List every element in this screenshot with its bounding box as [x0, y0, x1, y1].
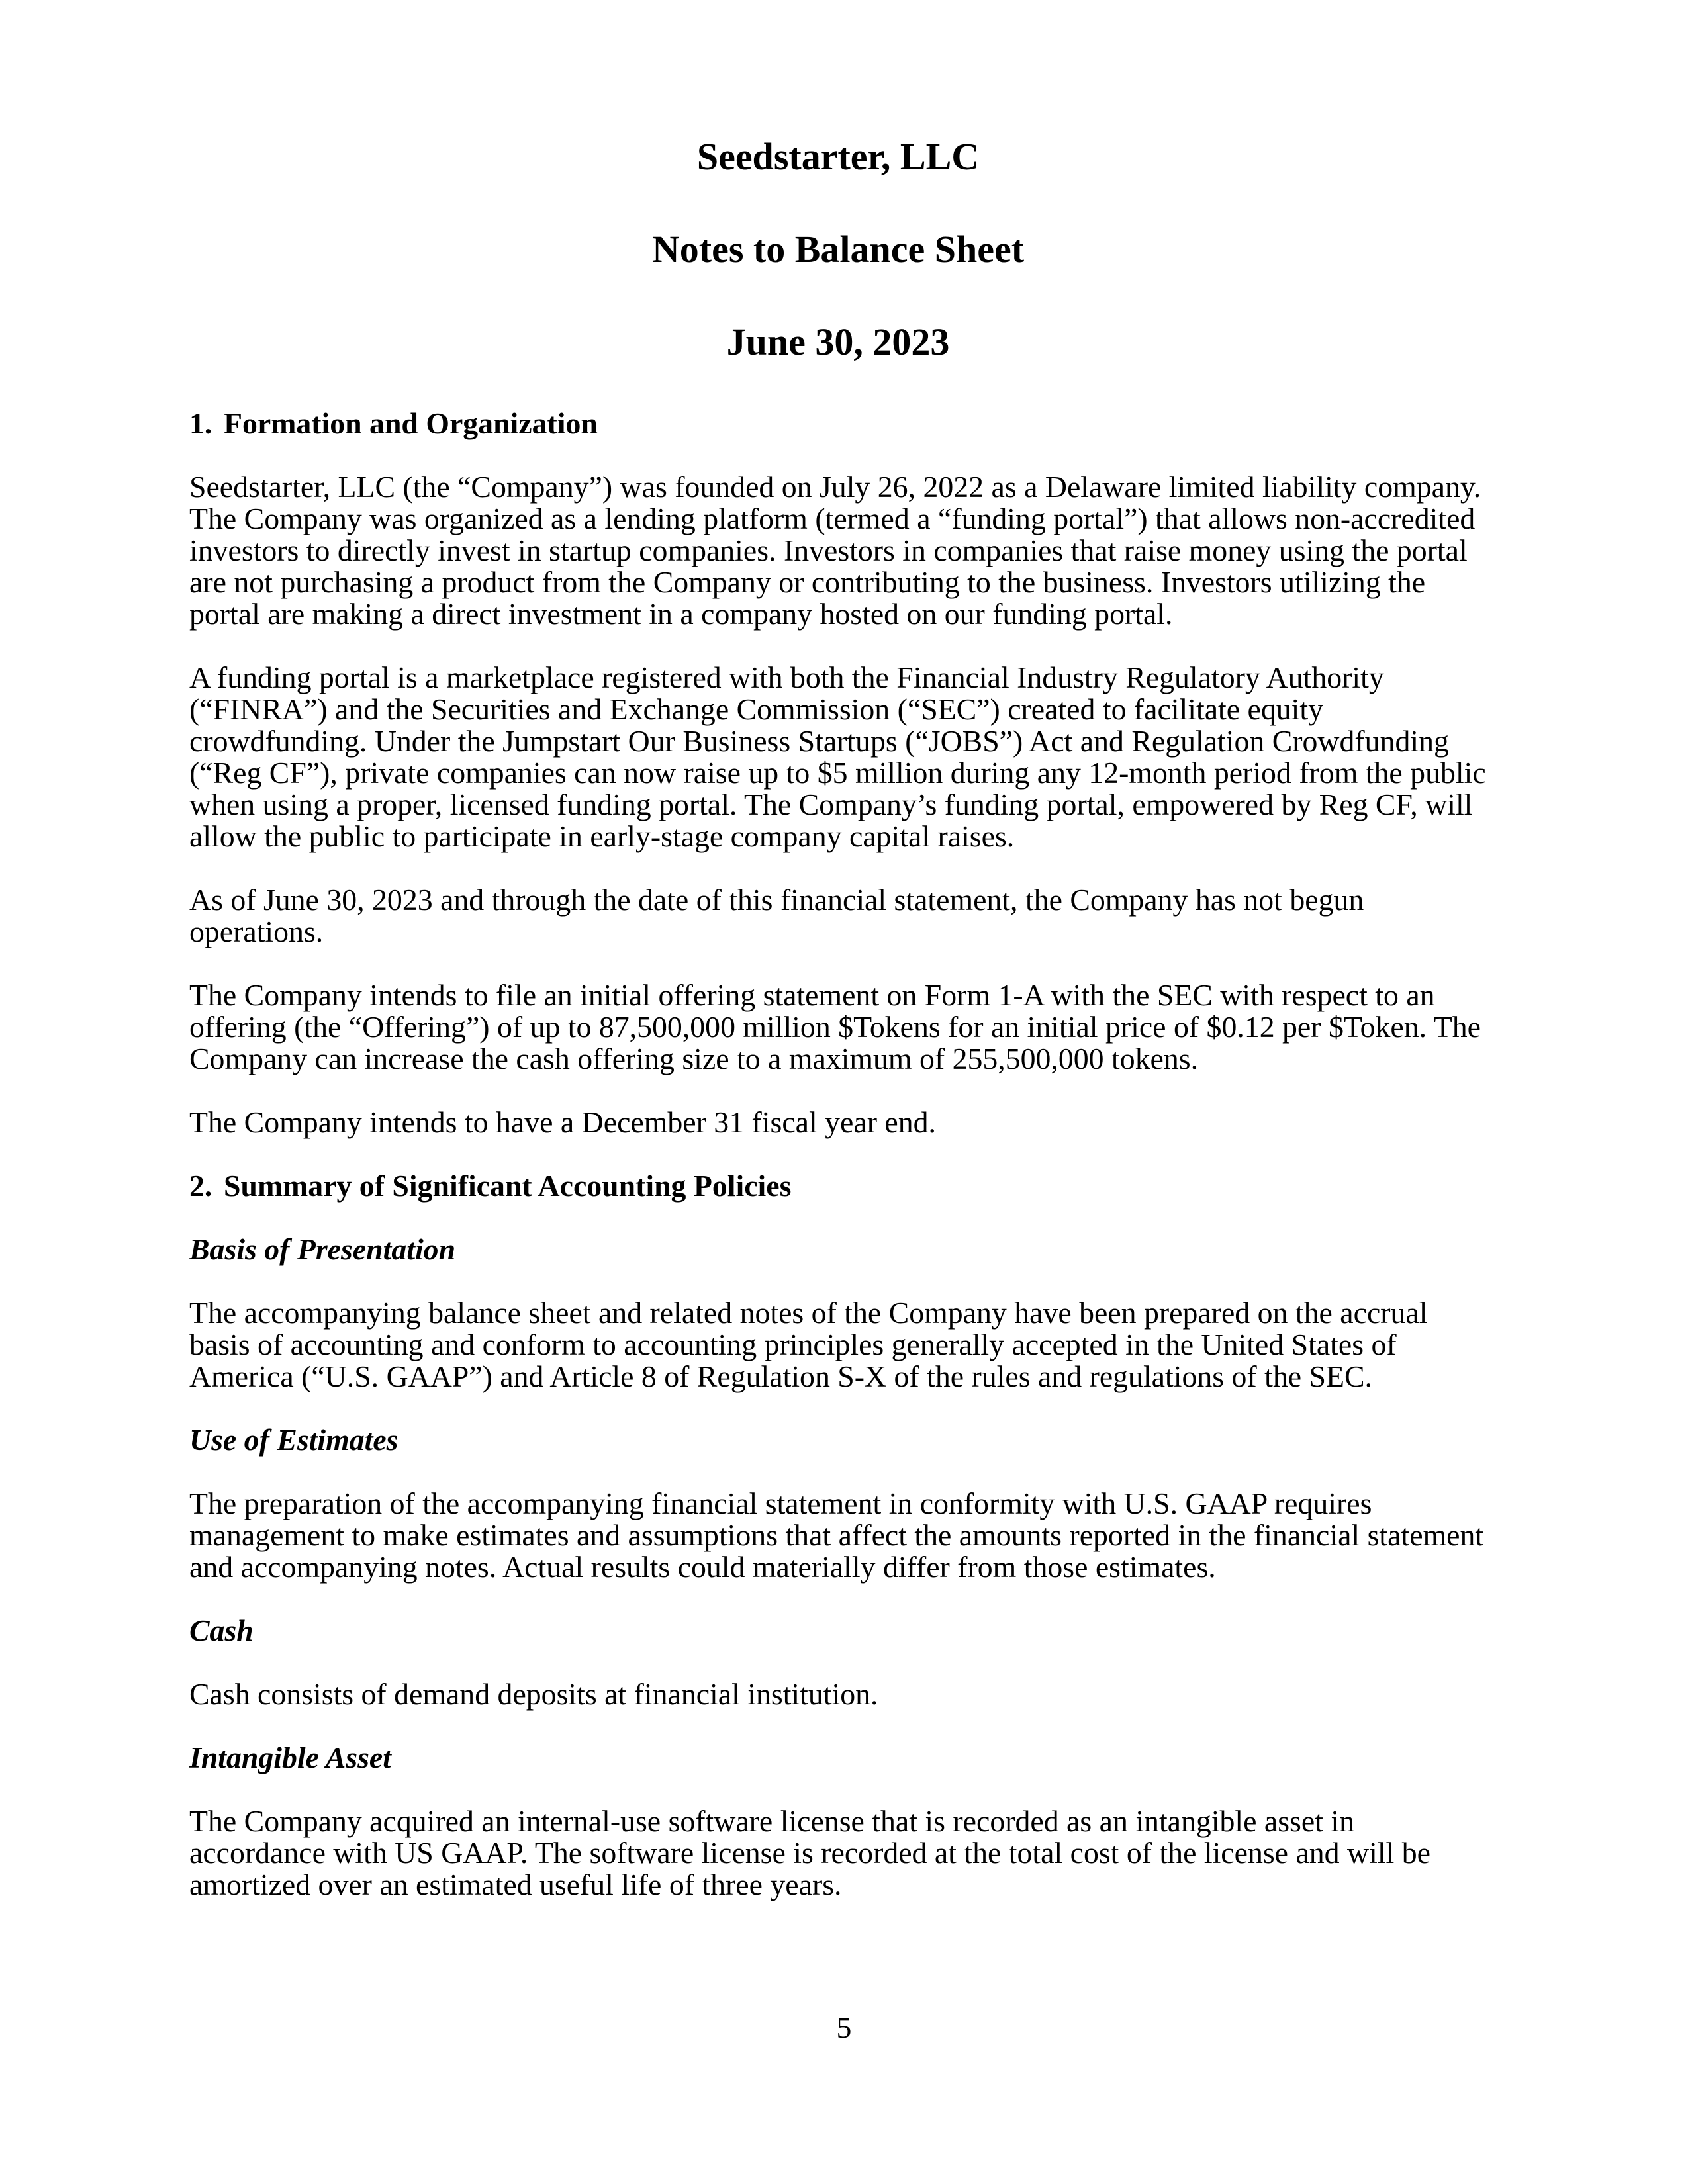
paragraph-cash: Cash consists of demand deposits at financial institution. [189, 1677, 878, 1711]
document-date: June 30, 2023 [726, 320, 950, 363]
document-title: Notes to Balance Sheet [651, 228, 1025, 271]
page-number: 5 [836, 2011, 852, 2044]
paragraph-intangible-asset: The Company acquired an internal-use software license that is recorded as an intangible asset in accordance with US GAAP. The software license is recorded at the total cost of the license and will be amortized over an estimated useful life of three years. [189, 1804, 1430, 1901]
paragraph-formation-3: As of June 30, 2023 and through the date of this financial statement, the Company has not begun operations. [189, 883, 1364, 948]
subheading-intangible-asset: Intangible Asset [189, 1741, 391, 1774]
document-header [189, 135, 1487, 416]
page-footer [0, 2012, 1688, 2044]
section-accounting-policies [189, 1170, 1487, 1901]
subheading-cash: Cash [189, 1614, 254, 1647]
subheading-use-of-estimates: Use of Estimates [189, 1423, 399, 1457]
paragraph-formation-5: The Company intends to have a December 31 fiscal year end. [189, 1105, 936, 1139]
paragraph-use-of-estimates: The preparation of the accompanying financial statement in conformity with U.S. GAAP requires management to make estimates and assumptions that affect the amounts reported in the financial statement and accompanying notes. Actual results could materially differ from those estimates. [189, 1486, 1484, 1584]
section-2-heading [189, 1170, 1487, 1202]
paragraph-formation-2: A funding portal is a marketplace registered with both the Financial Industry Regulatory Authority (“FINRA”) and the Securities and Exchange Commission (“SEC”) created to facilitate equity crowdfunding. Under the Jumpstart Our Business Startups (“JOBS”) Act and Regulation Crowdfunding (“Reg CF”), private companies can now raise up to $5 million during any 12-month period from the public when using a proper, licensed funding portal. The Company’s funding portal, empowered by Reg CF, will allow the public to participate in early-stage company capital raises. [189, 660, 1486, 853]
section-formation-and-organization [189, 408, 1487, 1138]
section-1-number: 1. [189, 406, 212, 440]
document-body [189, 408, 1487, 1933]
subheading-basis-of-presentation: Basis of Presentation [189, 1232, 456, 1266]
section-2-number: 2. [189, 1169, 212, 1203]
paragraph-formation-4: The Company intends to file an initial offering statement on Form 1-A with the SEC with respect to an offering (the “Offering”) of up to 87,500,000 million $Tokens for an initial price of $0.12 per $Token. The Company can increase the cash offering size to a maximum of 255,500,000 tokens. [189, 978, 1481, 1075]
section-2-title: Summary of Significant Accounting Policies [224, 1169, 792, 1203]
company-name: Seedstarter, LLC [696, 135, 980, 178]
section-1-title: Formation and Organization [224, 406, 598, 440]
section-1-heading [189, 408, 1487, 439]
paragraph-basis-of-presentation: The accompanying balance sheet and related notes of the Company have been prepared on the accrual basis of accounting and conform to accounting principles generally accepted in the United States of America (“U.S. GAAP”) and Article 8 of Regulation S-X of the rules and regulations of the SEC. [189, 1296, 1428, 1393]
paragraph-formation-1: Seedstarter, LLC (the “Company”) was founded on July 26, 2022 as a Delaware limited liability company. The Company was organized as a lending platform (termed a “funding portal”) that allows non-accredited investors to directly invest in startup companies. Investors in companies that raise money using the portal are not purchasing a product from the Company or contributing to the business. Investors utilizing the portal are making a direct investment in a company hosted on our funding portal. [189, 470, 1481, 631]
